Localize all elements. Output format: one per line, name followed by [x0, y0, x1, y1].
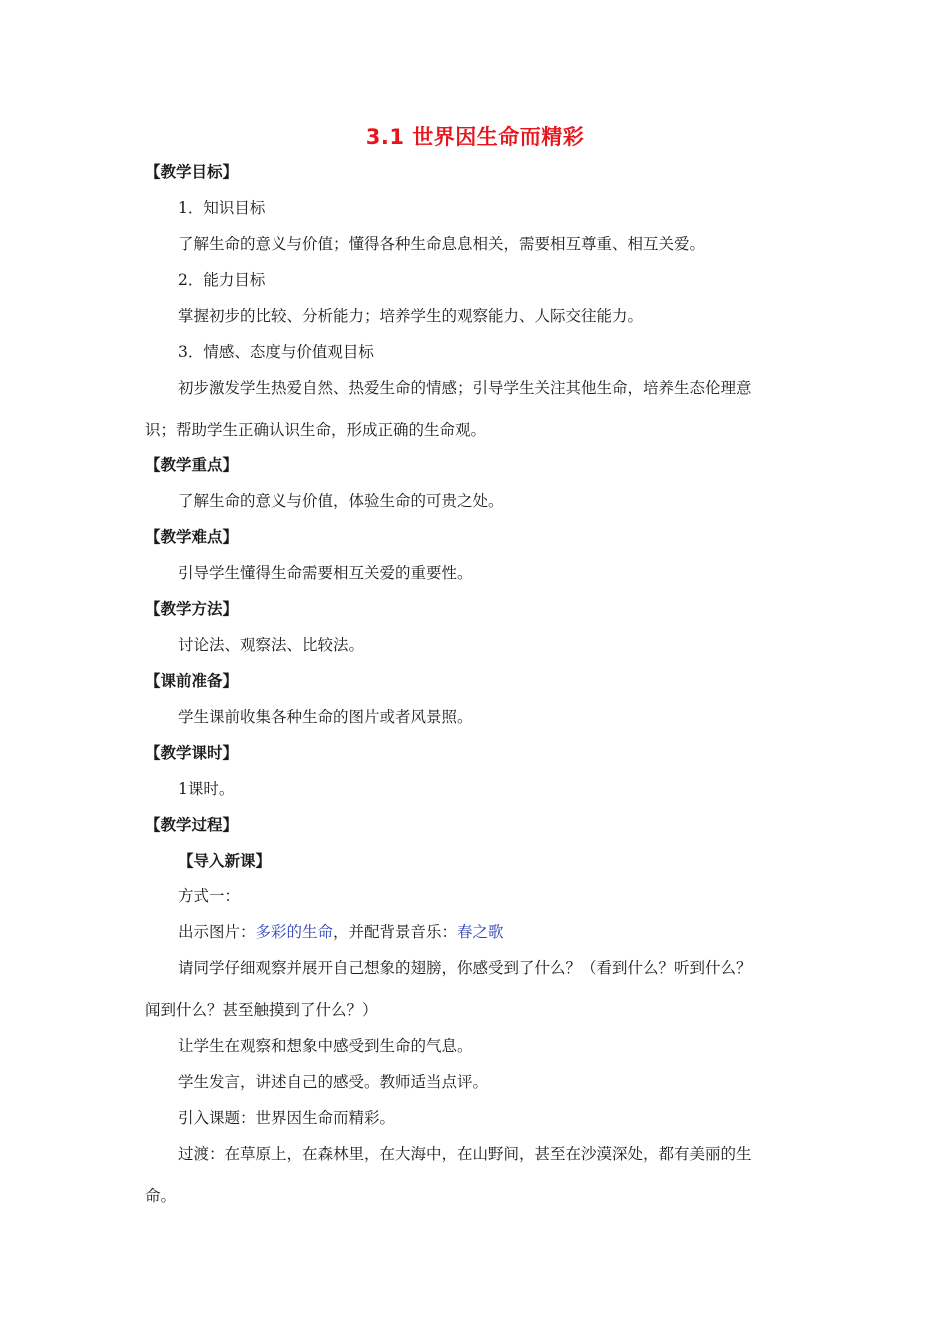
- knowledge-goal-text: 了解生命的意义与价值；懂得各种生命息息相关，需要相互尊重、相互关爱。: [178, 235, 706, 253]
- picture-link[interactable]: 多彩的生命: [255, 923, 334, 941]
- section-heading-methods: 【教学方法】: [145, 600, 239, 618]
- methods-text: 讨论法、观察法、比较法。: [178, 636, 365, 654]
- topic-text: 引入课题：世界因生命而精彩。: [178, 1109, 396, 1127]
- show-prefix: 出示图片：: [178, 923, 256, 941]
- music-link[interactable]: 春之歌: [457, 923, 504, 941]
- section-heading-class-hours: 【教学课时】: [145, 744, 239, 762]
- difficulties-text: 引导学生懂得生命需要相互关爱的重要性。: [178, 564, 473, 582]
- feel-text: 让学生在观察和想象中感受到生命的气息。: [178, 1037, 473, 1055]
- section-heading-process: 【教学过程】: [145, 816, 239, 834]
- transition-line-1: 过渡：在草原上，在森林里，在大海中，在山野间，甚至在沙漠深处，都有美丽的生: [178, 1145, 752, 1163]
- question-line-2: 闻到什么？甚至触摸到了什么？）: [145, 1001, 378, 1019]
- section-heading-preparation: 【课前准备】: [145, 672, 239, 690]
- knowledge-goal-title: 1．知识目标: [178, 199, 266, 217]
- emotion-goal-title: 3．情感、态度与价值观目标: [178, 343, 374, 361]
- transition-line-2: 命。: [145, 1187, 177, 1205]
- show-picture-line: [178, 921, 504, 943]
- document-title: 3.1 世界因生命而精彩: [365, 125, 585, 149]
- ability-goal-title: 2．能力目标: [178, 271, 266, 289]
- speak-text: 学生发言，讲述自己的感受。教师适当点评。: [178, 1073, 489, 1091]
- preparation-text: 学生课前收集各种生命的图片或者风景照。: [178, 708, 473, 726]
- show-middle: ，并配背景音乐：: [333, 923, 458, 941]
- key-points-text: 了解生命的意义与价值，体验生命的可贵之处。: [178, 492, 504, 510]
- class-hours-text: 1课时。: [178, 780, 235, 798]
- section-heading-key-points: 【教学重点】: [145, 456, 239, 474]
- section-heading-objectives: 【教学目标】: [145, 163, 239, 181]
- question-line-1: 请同学仔细观察并展开自己想象的翅膀，你感受到了什么？（看到什么？听到什么？: [178, 959, 752, 977]
- intro-heading: 【导入新课】: [178, 852, 272, 870]
- emotion-goal-text-line-1: 初步激发学生热爱自然、热爱生命的情感；引导学生关注其他生命，培养生态伦理意: [178, 379, 752, 397]
- emotion-goal-text-line-2: 识；帮助学生正确认识生命，形成正确的生命观。: [145, 421, 487, 439]
- ability-goal-text: 掌握初步的比较、分析能力；培养学生的观察能力、人际交往能力。: [178, 307, 644, 325]
- section-heading-difficulties: 【教学难点】: [145, 528, 239, 546]
- method-one-label: 方式一：: [178, 887, 241, 905]
